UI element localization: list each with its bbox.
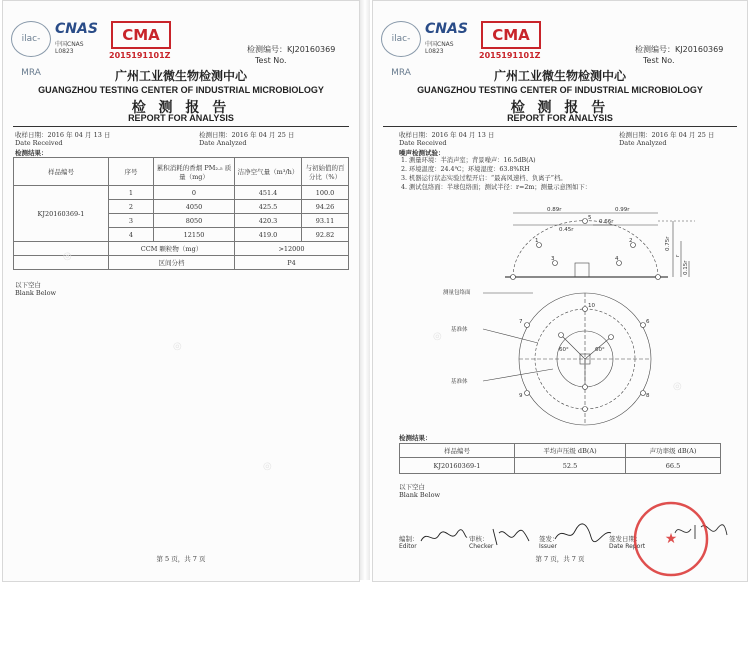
ref-label: 基准体 — [451, 327, 468, 333]
condition-3: 3. 机器运行状态实验过程开启：“最高风速档、负离子”档。 — [401, 175, 567, 182]
editor-label: 编制： Editor — [399, 535, 419, 550]
mic-point — [583, 307, 588, 312]
report-title-en: REPORT FOR ANALYSIS — [507, 113, 613, 123]
dim-label: 0.45r — [559, 227, 574, 233]
angle-label: 60° — [595, 347, 605, 353]
mic-point — [583, 407, 588, 412]
envelope-arc — [513, 221, 658, 277]
test-no-label: Test No. — [255, 56, 287, 65]
dim-label: 0.15r — [683, 260, 689, 275]
col-header: 样品编号 — [14, 158, 109, 186]
mic-point — [656, 275, 661, 280]
report-page-5 — [2, 0, 360, 582]
received-label-en: Date Received — [15, 139, 63, 147]
dim-label: 0.75r — [665, 236, 671, 251]
ccm-label-cell: CCM 颗粒物（mg） — [109, 242, 235, 256]
table-cell: 12150 — [154, 228, 235, 242]
ref-label: 基准体 — [451, 379, 468, 385]
table-cell: 2 — [109, 200, 154, 214]
table-cell: 8050 — [154, 214, 235, 228]
mic-point — [525, 323, 530, 328]
org-name-cn: 广州工业微生物检测中心 — [493, 69, 626, 83]
point-label: 2 — [629, 238, 633, 244]
ccm-value-cell: >12000 — [235, 242, 349, 256]
leader-line — [483, 329, 538, 343]
point-label: 10 — [588, 303, 595, 309]
point-label: 9 — [519, 393, 523, 399]
table-cell: 0 — [154, 186, 235, 200]
point-label: 6 — [646, 319, 650, 325]
watermark-mark: ◎ — [670, 379, 685, 394]
mic-point — [559, 333, 564, 338]
table-cell: 4 — [109, 228, 154, 242]
table-cell: 4050 — [154, 200, 235, 214]
issue-date-label: 签发日期： Date Report — [609, 535, 646, 550]
cma-number: 2015191101Z — [109, 51, 171, 60]
sample-id-cell: KJ20160369-1 — [14, 186, 109, 242]
col-header: 序号 — [109, 158, 154, 186]
cma-number: 2015191101Z — [479, 51, 541, 60]
condition-1: 1. 测量环境：半消声室；背景噪声：16.5dB(A) — [401, 157, 536, 164]
watermark-mark: ◎ — [60, 249, 75, 264]
table-cell: 451.4 — [235, 186, 302, 200]
svg-text:★: ★ — [664, 531, 678, 547]
table-cell: 93.11 — [302, 214, 349, 228]
table-cell: 1 — [109, 186, 154, 200]
report-number: 检测编号：KJ20160369 — [635, 45, 724, 54]
grade-value-cell: P4 — [235, 256, 349, 270]
table-cell: 94.26 — [302, 200, 349, 214]
cnas-logo: CNAS 中国CNAS L0823 — [55, 21, 98, 55]
blank-below-cn: 以下空白 — [399, 483, 425, 491]
col-header: 样品编号 — [400, 444, 515, 458]
cma-logo: CMA — [481, 21, 541, 49]
report-title-en: REPORT FOR ANALYSIS — [128, 113, 234, 123]
table-cell: 419.0 — [235, 228, 302, 242]
dim-label: 0.66r — [599, 219, 614, 225]
blank-below-cn: 以下空白 — [15, 281, 41, 289]
watermark-mark: ◎ — [260, 459, 275, 474]
checker-signature — [489, 525, 533, 547]
col-header: 声功率级 dB(A) — [626, 444, 721, 458]
table-cell: 100.0 — [302, 186, 349, 200]
binding-spine — [360, 0, 370, 580]
condition-2: 2. 环境温度：24.4℃；环境湿度：63.8%RH — [401, 166, 530, 173]
col-header: 累积消耗的香烟 PM₂.₅ 质量（mg） — [154, 158, 235, 186]
results-label: 检测结果： — [399, 434, 432, 442]
grade-label-cell: 区间分档 — [109, 256, 235, 270]
point-label: 1 — [535, 238, 539, 244]
watermark-mark: ◎ — [430, 329, 445, 344]
mic-point — [641, 323, 646, 328]
angle-label: 60° — [559, 347, 569, 353]
org-name-cn: 广州工业微生物检测中心 — [114, 69, 247, 83]
test-no-label: Test No. — [643, 56, 675, 65]
results-label: 检测结果： — [15, 149, 48, 157]
point-label: 3 — [551, 256, 555, 262]
received-date: 收样日期：2016 年 04 月 13 日 — [399, 131, 495, 139]
table-cell: 92.82 — [302, 228, 349, 242]
dim-label: r — [675, 254, 681, 257]
received-label-en: Date Received — [399, 139, 447, 147]
table-cell — [14, 256, 109, 270]
org-name-en: GUANGZHOU TESTING CENTER OF INDUSTRIAL MICROBIOLOGY — [38, 85, 324, 95]
ilac-mra-logo: ilac-MRA — [11, 21, 51, 57]
cma-logo: CMA — [111, 21, 171, 49]
official-seal — [631, 499, 711, 579]
received-date: 收样日期：2016 年 04 月 13 日 — [15, 131, 111, 139]
divider — [383, 126, 737, 127]
issuer-signature — [553, 521, 613, 547]
mic-point — [641, 391, 646, 396]
report-page-7 — [372, 0, 748, 582]
report-title-cn: 检 测 报 告 — [510, 100, 610, 116]
dim-label: 0.89r — [547, 207, 562, 213]
noise-results-table — [399, 443, 721, 474]
cnas-logo: CNAS 中国CNAS L0823 — [425, 21, 468, 55]
blank-below-en: Blank Below — [15, 289, 57, 297]
mic-point — [609, 335, 614, 340]
hemisphere-measurement-diagram — [443, 201, 703, 431]
analyzed-label-en: Date Analyzed — [619, 139, 667, 147]
mic-point — [525, 391, 530, 396]
analyzed-date: 检测日期：2016 年 04 月 25 日 — [619, 131, 715, 139]
point-label: 4 — [615, 256, 619, 262]
table-cell: 52.5 — [515, 458, 626, 474]
page-footer: 第 7 页，共 7 页 — [535, 555, 585, 563]
report-number: 检测编号：KJ20160369 — [247, 45, 336, 54]
table-cell: 3 — [109, 214, 154, 228]
col-header: 平均声压级 dB(A) — [515, 444, 626, 458]
table-cell: 66.5 — [626, 458, 721, 474]
envelope-label: 测量包络面 — [443, 290, 471, 296]
table-cell: KJ20160369-1 — [400, 458, 515, 474]
analyzed-date: 检测日期：2016 年 04 月 25 日 — [199, 131, 295, 139]
watermark-mark: ◎ — [170, 339, 185, 354]
reference-box — [575, 263, 589, 277]
editor-signature — [419, 527, 469, 547]
mic-point — [511, 275, 516, 280]
analyzed-label-en: Date Analyzed — [199, 139, 247, 147]
issuer-label: 签发： Issuer — [539, 535, 559, 550]
divider — [13, 126, 349, 127]
col-header: 洁净空气量（m³/h） — [235, 158, 302, 186]
point-label: 5 — [588, 215, 592, 221]
mic-point — [583, 219, 588, 224]
checker-label: 审核： Checker — [469, 535, 494, 550]
condition-4: 4. 测试包络面：半球包络面；测试半径：r=2m；测量示意图如下： — [401, 184, 591, 191]
org-name-en: GUANGZHOU TESTING CENTER OF INDUSTRIAL MICROBIOLOGY — [417, 85, 703, 95]
ilac-mra-logo: ilac-MRA — [381, 21, 421, 57]
page-footer: 第 5 页，共 7 页 — [156, 555, 206, 563]
table-cell: 425.5 — [235, 200, 302, 214]
noise-test-label: 噪声检测试验： — [399, 149, 445, 157]
leader-line — [483, 369, 553, 381]
mic-point — [583, 385, 588, 390]
col-header: 与初始值的百分比（%） — [302, 158, 349, 186]
report-title-cn: 检 测 报 告 — [131, 100, 231, 116]
point-label: 7 — [519, 319, 523, 325]
point-label: 8 — [646, 393, 650, 399]
table-cell: 420.3 — [235, 214, 302, 228]
dim-label: 0.99r — [615, 207, 630, 213]
blank-below-en: Blank Below — [399, 491, 441, 499]
